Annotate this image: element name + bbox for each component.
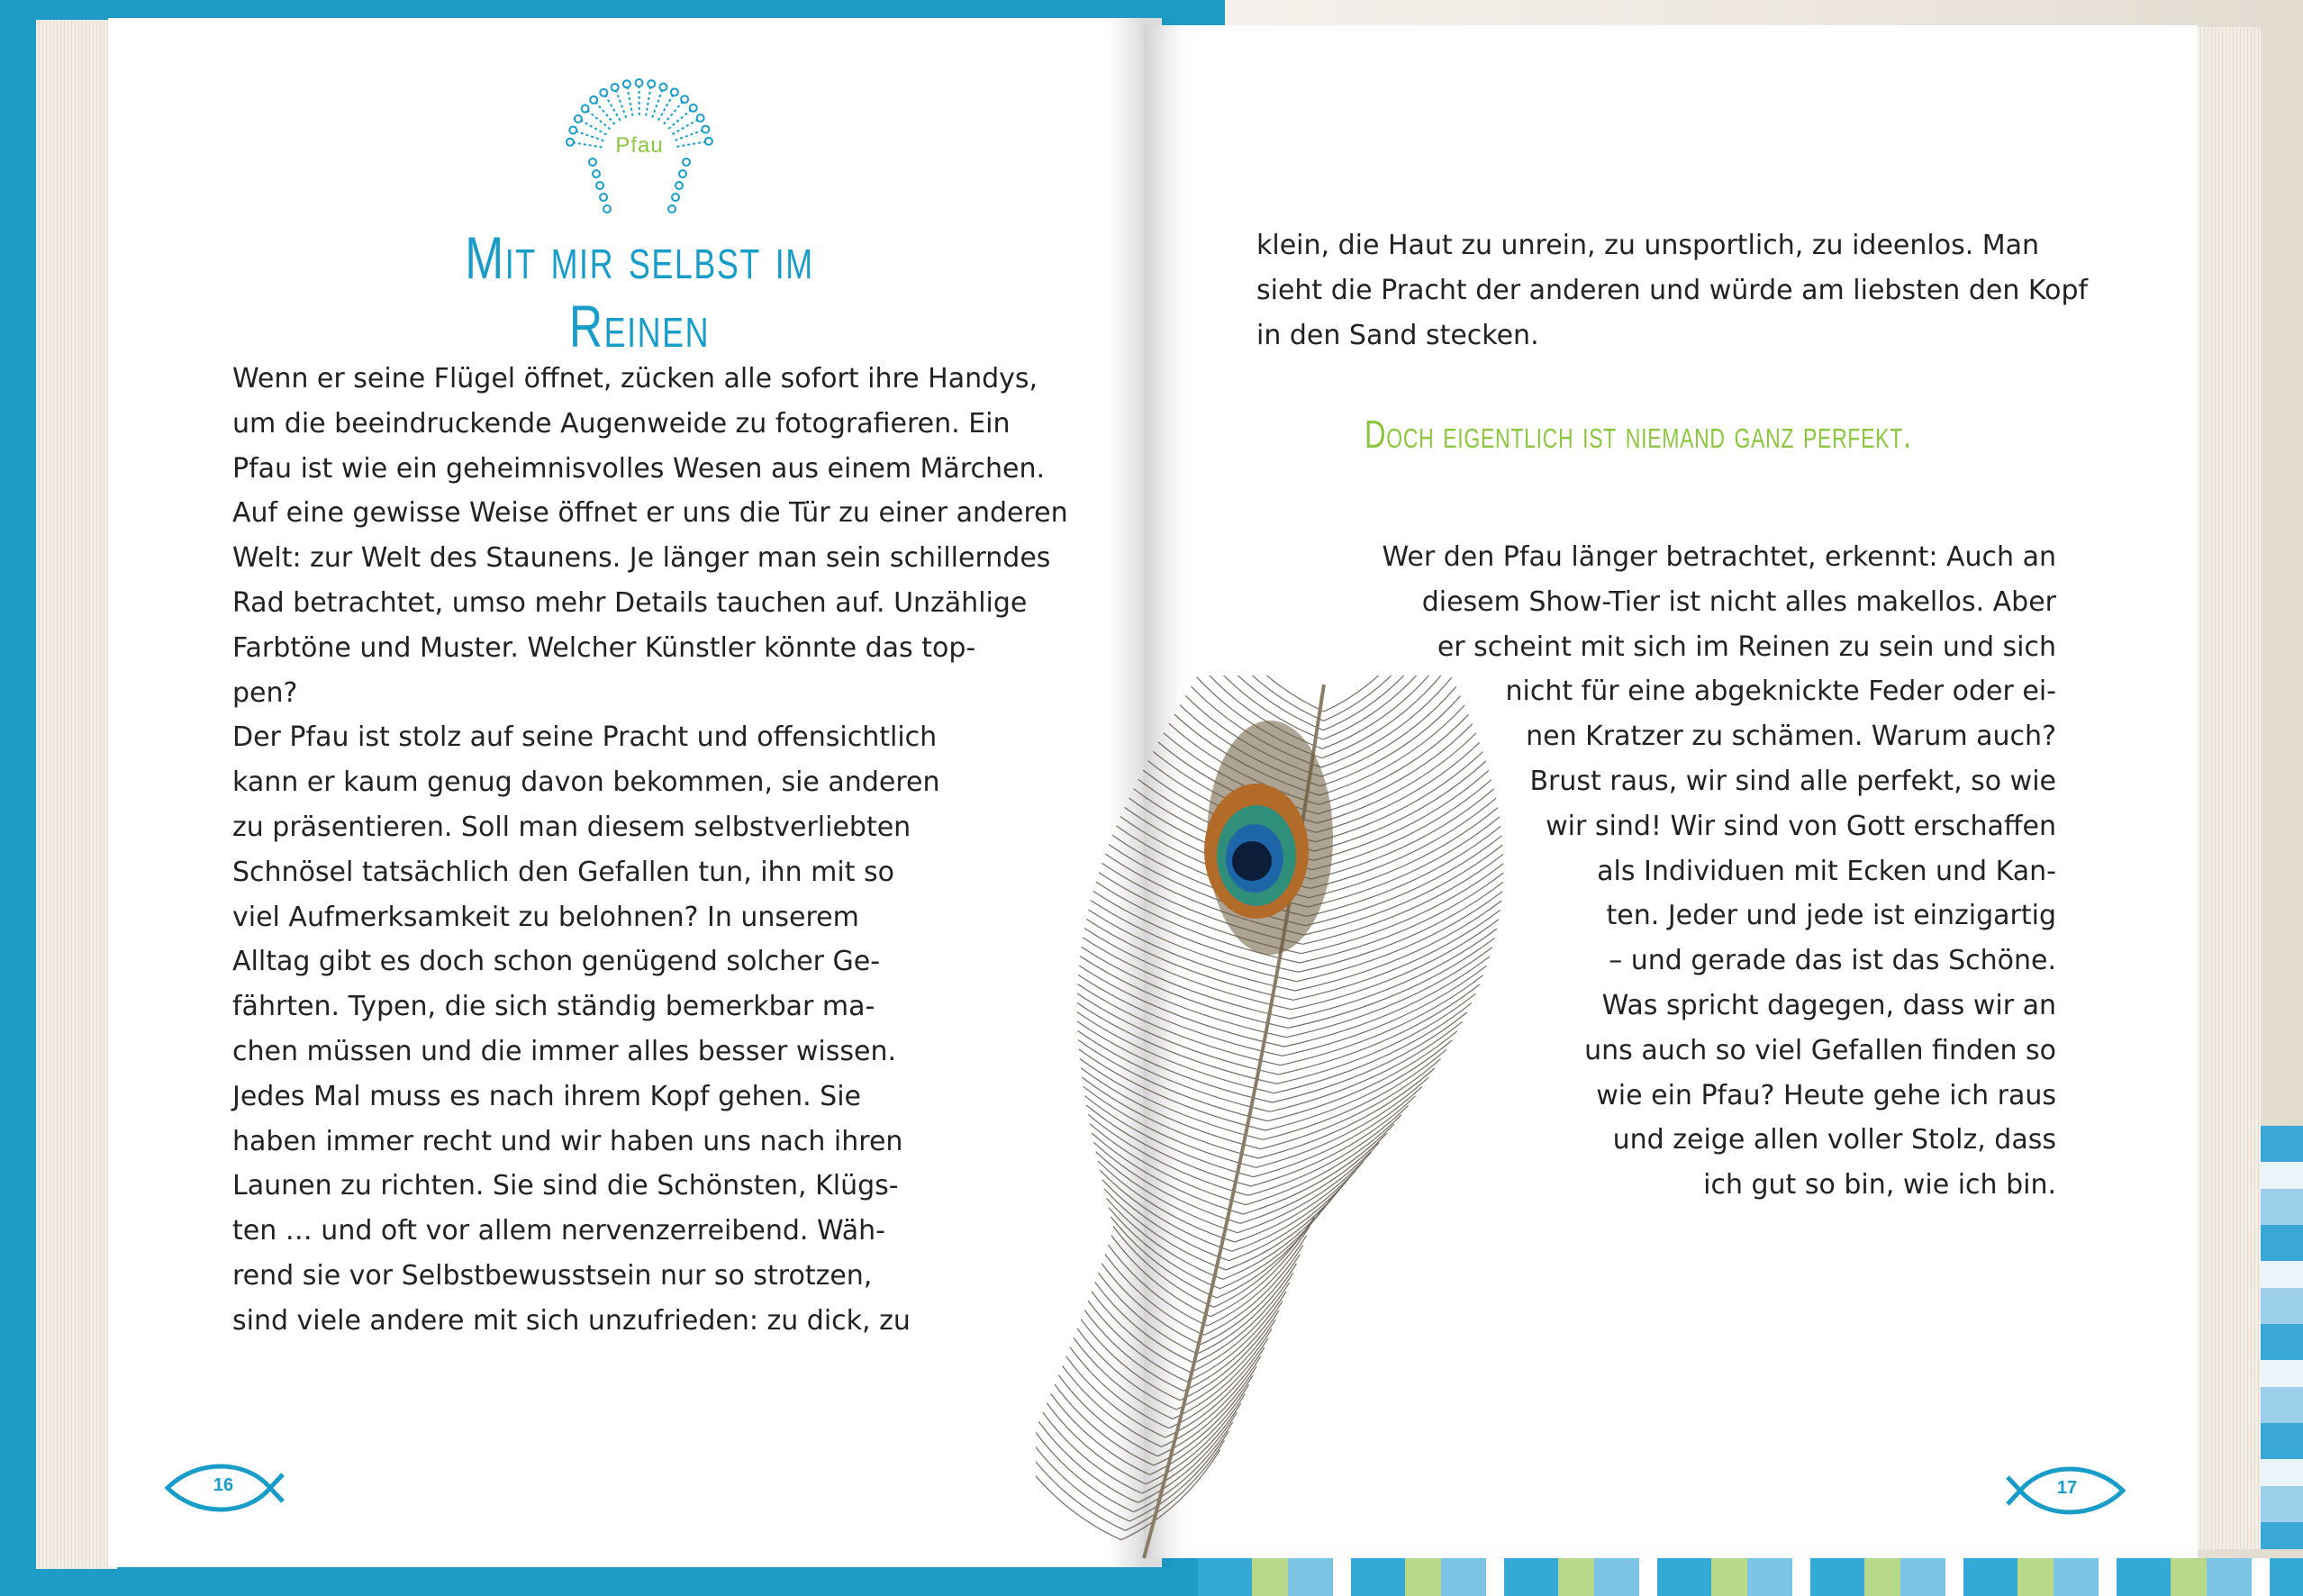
text-line: Alltag gibt es doch schon genügend solcher Ge- (232, 946, 881, 978)
text-line: Farbtöne und Muster. Welcher Künstler könnte das top- (232, 631, 976, 664)
text-line: nen Kratzer zu schämen. Warum auch? (1526, 721, 2056, 753)
page-number-text: 17 (2056, 1478, 2078, 1498)
text-line: Welt: zur Welt des Staunens. Je länger man sein schillerndes (232, 542, 1051, 575)
text-line: ich gut so bin, wie ich bin. (1703, 1169, 2056, 1202)
text-line: diesem Show-Tier ist nicht alles makellos. Aber (1421, 585, 2056, 618)
text-line: ten. Jeder und jede ist einzigartig (1606, 900, 2056, 932)
text-line: wie ein Pfau? Heute gehe ich raus (1596, 1079, 2056, 1111)
text-line: Was spricht dagegen, dass wir an (1601, 989, 2056, 1021)
text-line: in den Sand stecken. (1256, 319, 1539, 351)
text-line: und zeige allen voller Stolz, dass (1612, 1124, 2056, 1156)
text-line: um die beeindruckende Augenweide zu fotografieren. Ein (232, 407, 1011, 440)
text-line: – und gerade das ist das Schöne. (1609, 945, 2056, 977)
animal-label: Pfau (615, 133, 664, 158)
text-line: pen? (232, 676, 298, 709)
text-line: Der Pfau ist stolz auf seine Pracht und offensichtlich (232, 721, 938, 754)
text-line: kann er kaum genug davon bekommen, sie anderen (232, 766, 940, 799)
page-number-left (160, 1464, 286, 1512)
peacock-feather-image (1036, 676, 1576, 1576)
text-line: wir sind! Wir sind von Gott erschaffen (1546, 810, 2056, 842)
right-continuation-text (1256, 223, 2089, 358)
text-line: Wenn er seine Flügel öffnet, zücken alle sofort ihre Handys, (232, 363, 1038, 394)
left-body-text (232, 357, 1068, 1344)
text-line: Wer den Pfau länger betrachtet, erkennt: Auch an (1382, 541, 2056, 573)
text-line: nicht für eine abgeknickte Feder oder ei- (1505, 676, 2056, 708)
text-line: zu präsentieren. Soll man diesem selbstverliebten (232, 811, 911, 843)
text-line: fährten. Typen, die sich ständig bemerkbar ma- (232, 991, 875, 1023)
text-line: als Individuen mit Ecken und Kan- (1597, 855, 2056, 887)
text-line: sieht die Pracht der anderen und würde am liebsten den Kopf (1256, 274, 2089, 306)
text-line: klein, die Haut zu unrein, zu unsportlich, zu ideenlos. Man (1256, 230, 2040, 261)
page-stack-left (36, 20, 117, 1569)
page-title: Mit mir selbst im Reinen (465, 224, 814, 359)
text-line: ten … und oft vor allem nervenzerreibend. Wäh- (232, 1215, 885, 1247)
text-line: Jedes Mal muss es nach ihrem Kopf gehen. Sie (232, 1080, 862, 1112)
text-line: Launen zu richten. Sie sind die Schönsten, Klügs- (232, 1170, 899, 1202)
text-line: viel Aufmerksamkeit zu belohnen? In unserem (232, 901, 859, 933)
subheading: Doch eigentlich ist niemand ganz perfekt. (1365, 413, 1912, 457)
page-number-text: 16 (213, 1475, 234, 1495)
text-line: sind viele andere mit sich unzufrieden: zu dick, zu (232, 1304, 911, 1337)
text-line: Auf eine gewisse Weise öffnet er uns die Tür zu einer anderen (232, 497, 1068, 530)
text-line: Pfau ist wie ein geheimnisvolles Wesen aus einem Märchen. (232, 452, 1046, 485)
text-line: haben immer recht und wir haben uns nach ihren (232, 1125, 903, 1157)
text-line: Brust raus, wir sind alle perfekt, so wie (1529, 765, 2056, 797)
text-line: er scheint mit sich im Reinen zu sein und sich (1437, 630, 2056, 663)
text-line: Schnösel tatsächlich den Gefallen tun, ihn mit so (232, 856, 894, 888)
text-line: rend sie vor Selbstbewusstsein nur so strotzen, (232, 1259, 873, 1292)
text-line: chen müssen und die immer alles besser wissen. (232, 1035, 897, 1067)
text-line: Rad betrachtet, umso mehr Details tauchen auf. Unzählige (232, 586, 1028, 619)
page-number-right (2004, 1466, 2130, 1515)
text-line: uns auch so viel Gefallen finden so (1584, 1034, 2056, 1066)
